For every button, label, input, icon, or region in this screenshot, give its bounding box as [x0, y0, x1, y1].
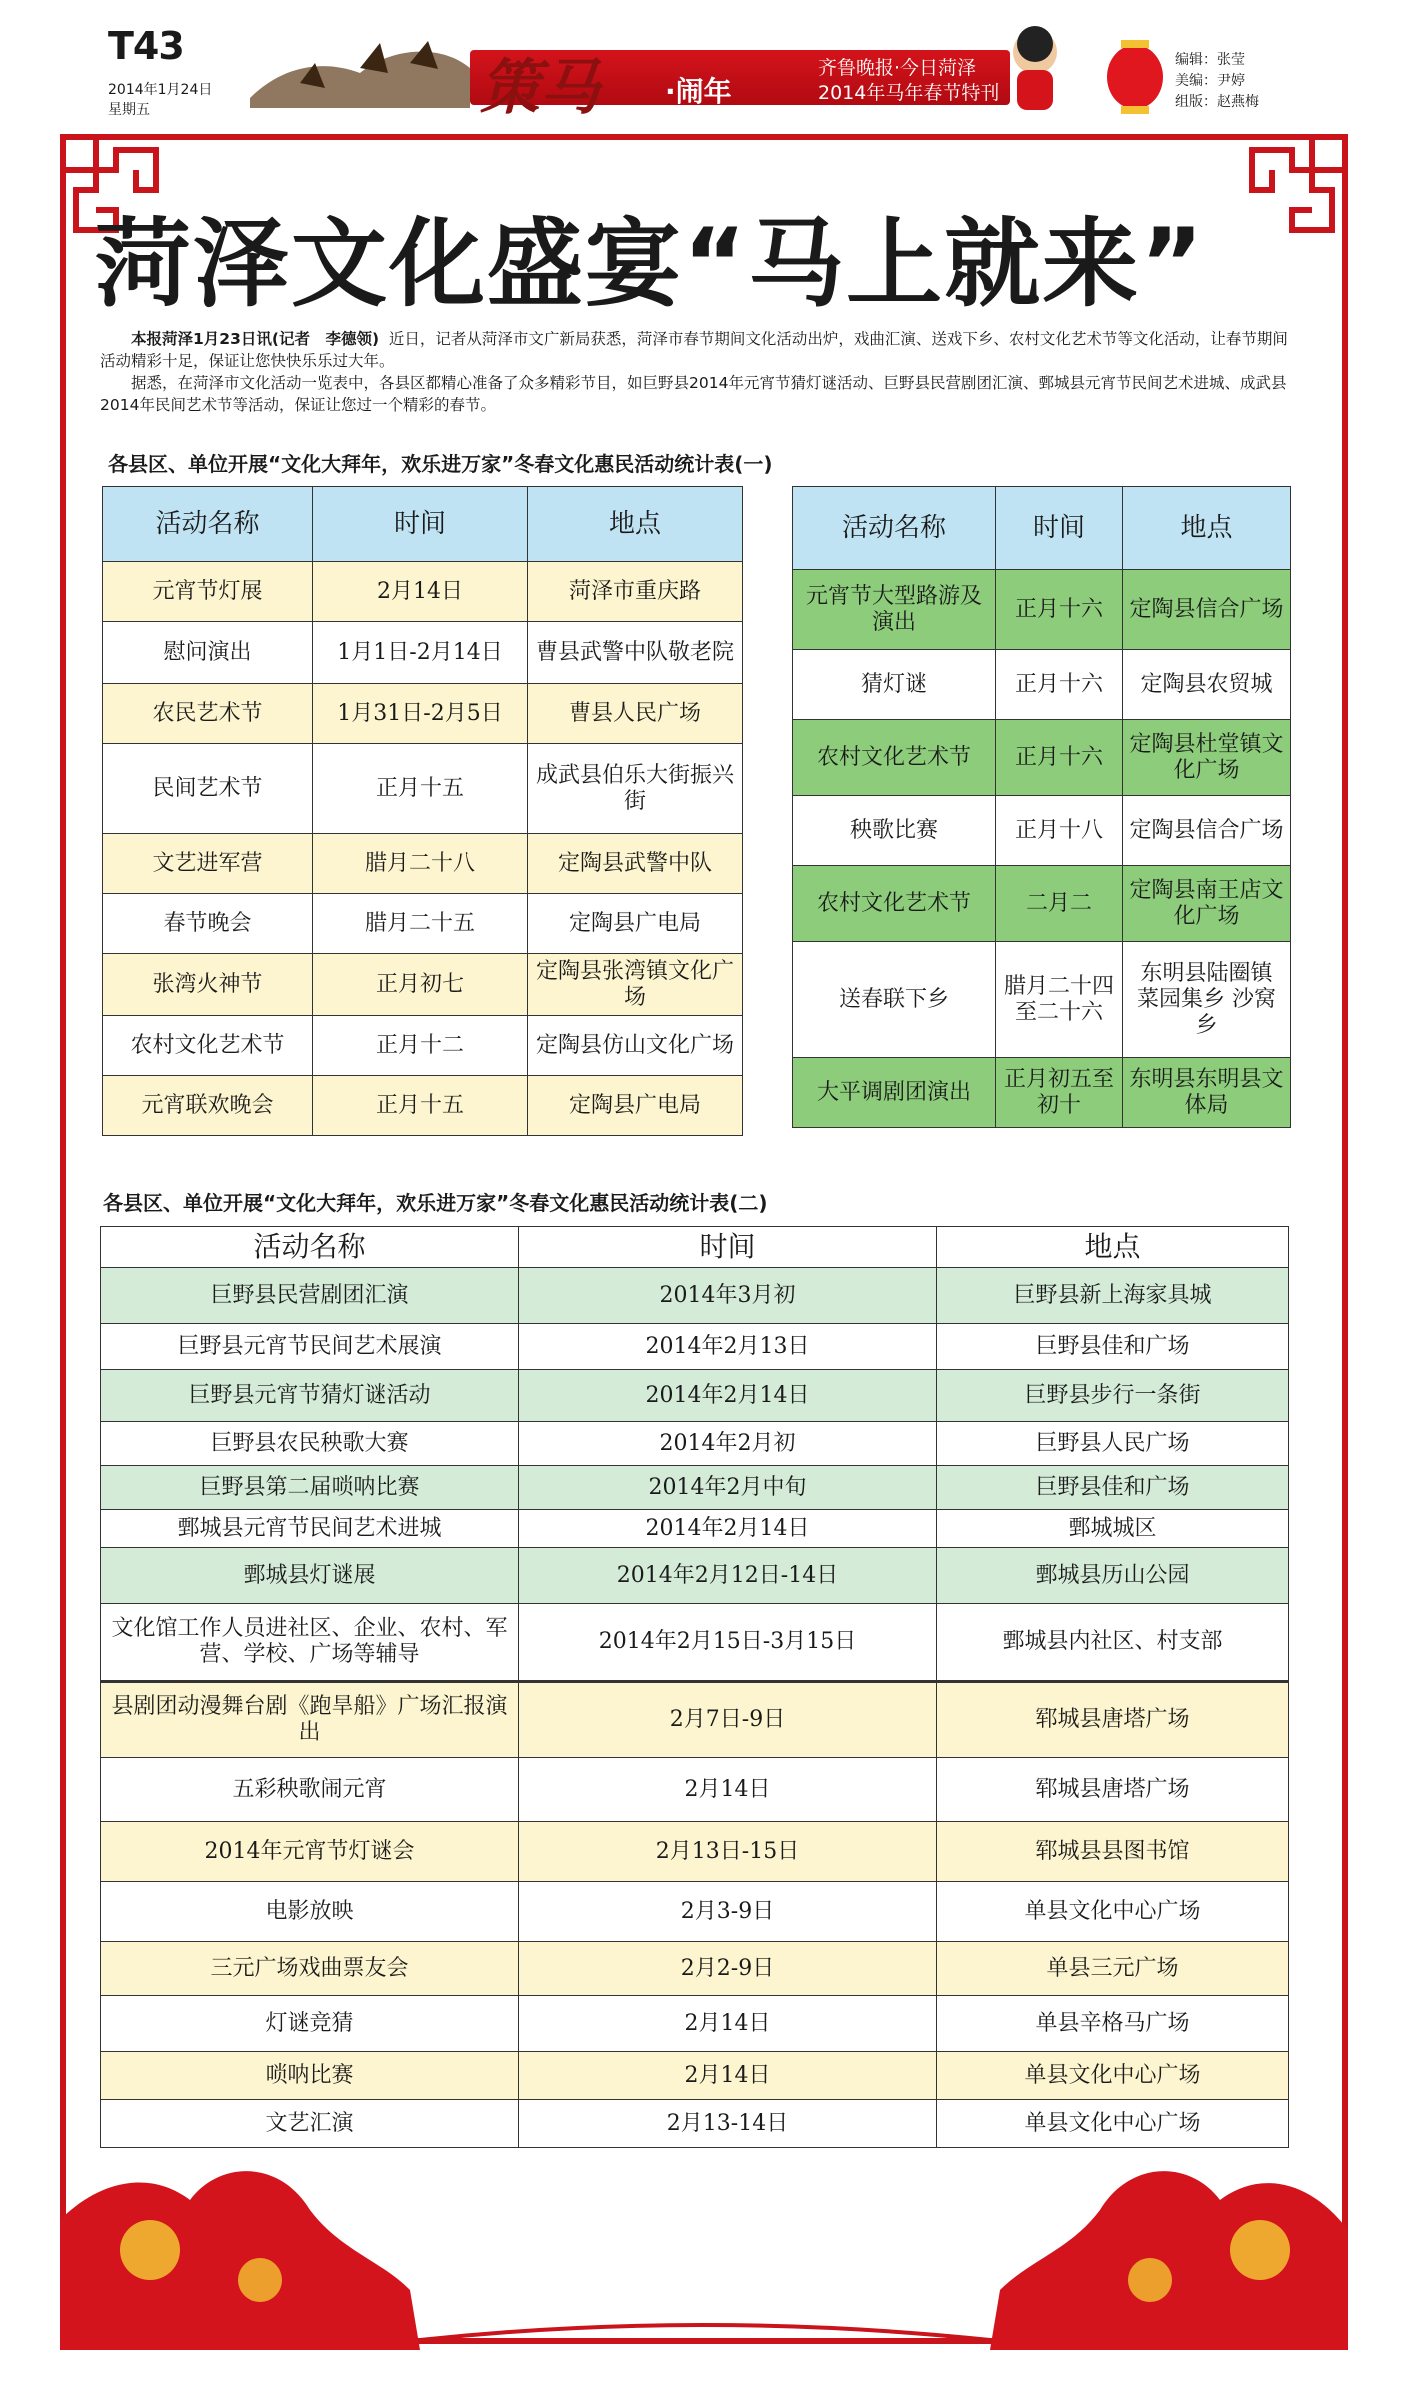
cell-place: 鄄城城区	[937, 1510, 1289, 1548]
cell-activity: 巨野县民营剧团汇演	[101, 1268, 519, 1324]
cell-time: 正月十六	[996, 650, 1123, 720]
cell-time: 2月14日	[519, 1758, 937, 1822]
cell-time: 腊月二十五	[313, 894, 528, 954]
cell-activity: 民间艺术节	[103, 744, 313, 834]
cell-activity: 慰问演出	[103, 622, 313, 684]
cell-activity: 电影放映	[101, 1882, 519, 1942]
cell-time: 2014年2月13日	[519, 1324, 937, 1370]
cell-activity: 巨野县第二届唢呐比赛	[101, 1466, 519, 1510]
cell-time: 2014年2月12日-14日	[519, 1548, 937, 1604]
cell-activity: 三元广场戏曲票友会	[101, 1942, 519, 1996]
cell-time: 腊月二十八	[313, 834, 528, 894]
cell-time: 2月3-9日	[519, 1882, 937, 1942]
cell-time: 正月十二	[313, 1016, 528, 1076]
cell-time: 1月1日-2月14日	[313, 622, 528, 684]
table-row	[793, 866, 1291, 942]
date-text: 2014年1月24日	[108, 82, 213, 98]
cell-activity: 唢呐比赛	[101, 2052, 519, 2100]
table-row	[101, 1370, 1289, 1422]
table-header-row	[793, 487, 1291, 570]
cell-place: 定陶县南王店文化广场	[1123, 866, 1291, 942]
para1-text: 近日，记者从菏泽市文广新局获悉，菏泽市春节期间文化活动出炉，戏曲汇演、送戏下乡、农村文化艺术节等文化活动，让春节期间活动精彩十足，保证让您快快乐乐过大年。	[100, 330, 1288, 370]
cell-place: 巨野县人民广场	[937, 1422, 1289, 1466]
table-row	[793, 720, 1291, 796]
cell-activity: 猜灯谜	[793, 650, 996, 720]
weekday-text: 星期五	[108, 102, 150, 118]
cell-activity: 县剧团动漫舞台剧《跑旱船》广场汇报演出	[101, 1682, 519, 1758]
cell-place: 东明县东明县文体局	[1123, 1058, 1291, 1128]
cell-place: 巨野县步行一条街	[937, 1370, 1289, 1422]
table-row	[103, 622, 743, 684]
lead-paragraph-1	[100, 328, 1300, 372]
cell-place: 定陶县杜堂镇文化广场	[1123, 720, 1291, 796]
page-number: T43	[108, 24, 184, 68]
table-row	[793, 570, 1291, 650]
activity-table-1	[102, 486, 743, 1136]
table-row	[101, 1604, 1289, 1682]
table-row	[101, 1682, 1289, 1758]
cell-activity: 文艺汇演	[101, 2100, 519, 2148]
cell-place: 成武县伯乐大街振兴街	[528, 744, 743, 834]
table-header-row	[103, 487, 743, 562]
table-row	[101, 1942, 1289, 1996]
cell-time: 2月14日	[519, 2052, 937, 2100]
cell-place: 定陶县仿山文化广场	[528, 1016, 743, 1076]
cell-activity: 元宵联欢晚会	[103, 1076, 313, 1136]
cell-time: 正月十八	[996, 796, 1123, 866]
cell-place: 巨野县佳和广场	[937, 1466, 1289, 1510]
paper-line-2: 2014年马年春节特刊	[818, 82, 1000, 104]
masthead-logo: 策马	[480, 53, 600, 123]
cell-place: 定陶县信合广场	[1123, 796, 1291, 866]
header-time: 时间	[519, 1227, 937, 1268]
cell-time: 2月14日	[519, 1996, 937, 2052]
cell-time: 二月二	[996, 866, 1123, 942]
table-row	[101, 1822, 1289, 1882]
cell-place: 单县辛格马广场	[937, 1996, 1289, 2052]
table-row	[793, 1058, 1291, 1128]
cell-place: 巨野县新上海家具城	[937, 1268, 1289, 1324]
table-row	[101, 1996, 1289, 2052]
cell-activity: 文艺进军营	[103, 834, 313, 894]
cell-activity: 农民艺术节	[103, 684, 313, 744]
table3-caption: 各县区、单位开展“文化大拜年，欢乐进万家”冬春文化惠民活动统计表(二)	[103, 1191, 768, 1215]
table-row	[101, 1510, 1289, 1548]
cell-place: 巨野县佳和广场	[937, 1324, 1289, 1370]
cell-time: 1月31日-2月5日	[313, 684, 528, 744]
cell-place: 鄄城县内社区、村支部	[937, 1604, 1289, 1682]
cell-activity: 巨野县元宵节民间艺术展演	[101, 1324, 519, 1370]
cell-time: 2014年2月初	[519, 1422, 937, 1466]
activity-table-3	[100, 1226, 1289, 2148]
cell-activity: 农村文化艺术节	[103, 1016, 313, 1076]
cell-time: 正月十六	[996, 720, 1123, 796]
table-row	[101, 1268, 1289, 1324]
header-time: 时间	[313, 487, 528, 562]
cell-activity: 巨野县农民秧歌大赛	[101, 1422, 519, 1466]
cell-place: 定陶县广电局	[528, 1076, 743, 1136]
page-date	[108, 80, 212, 120]
cell-place: 郓城县县图书馆	[937, 1822, 1289, 1882]
festival-child-lantern-illustration	[995, 22, 1165, 122]
cell-activity: 巨野县元宵节猜灯谜活动	[101, 1370, 519, 1422]
cell-place: 单县文化中心广场	[937, 2100, 1289, 2148]
header-activity: 活动名称	[103, 487, 313, 562]
table-row	[101, 1882, 1289, 1942]
cell-time: 2014年2月14日	[519, 1510, 937, 1548]
table-row	[101, 1422, 1289, 1466]
cell-place: 郓城县唐塔广场	[937, 1682, 1289, 1758]
table-row	[103, 1076, 743, 1136]
table-row	[103, 894, 743, 954]
cell-place: 定陶县武警中队	[528, 834, 743, 894]
cell-place: 曹县人民广场	[528, 684, 743, 744]
layout-line: 组版：赵燕梅	[1175, 94, 1259, 110]
table1-caption: 各县区、单位开展“文化大拜年，欢乐进万家”冬春文化惠民活动统计表(一)	[108, 452, 773, 476]
cell-place: 定陶县张湾镇文化广场	[528, 954, 743, 1016]
table-row	[793, 942, 1291, 1058]
cell-place: 定陶县信合广场	[1123, 570, 1291, 650]
cell-place: 东明县陆圈镇 菜园集乡 沙窝乡	[1123, 942, 1291, 1058]
cell-time: 2月7日-9日	[519, 1682, 937, 1758]
article-title: 菏泽文化盛宴“马上就来”	[95, 208, 1206, 320]
cell-time: 正月十六	[996, 570, 1123, 650]
cell-place: 定陶县农贸城	[1123, 650, 1291, 720]
cell-place: 曹县武警中队敬老院	[528, 622, 743, 684]
table-row	[101, 1548, 1289, 1604]
table-row	[101, 1324, 1289, 1370]
table-row	[101, 1466, 1289, 1510]
activity-table-2	[792, 486, 1291, 1128]
cell-time: 腊月二十四至二十六	[996, 942, 1123, 1058]
cell-activity: 农村文化艺术节	[793, 866, 996, 942]
table-row	[103, 954, 743, 1016]
table-row	[103, 744, 743, 834]
cell-activity: 文化馆工作人员进社区、企业、农村、军营、学校、广场等辅导	[101, 1604, 519, 1682]
table-row	[103, 684, 743, 744]
cell-time: 2014年2月15日-3月15日	[519, 1604, 937, 1682]
cell-place: 单县文化中心广场	[937, 2052, 1289, 2100]
table-header-row	[101, 1227, 1289, 1268]
cell-activity: 五彩秧歌闹元宵	[101, 1758, 519, 1822]
cell-time: 正月初七	[313, 954, 528, 1016]
dateline: 本报菏泽1月23日讯(记者 李德领)	[131, 330, 380, 348]
cell-time: 2月13-14日	[519, 2100, 937, 2148]
editor-line: 编辑：张莹	[1175, 52, 1245, 68]
cell-time: 2月2-9日	[519, 1942, 937, 1996]
cell-time: 2月14日	[313, 562, 528, 622]
cell-place: 鄄城县历山公园	[937, 1548, 1289, 1604]
table-row	[103, 562, 743, 622]
cell-activity: 农村文化艺术节	[793, 720, 996, 796]
header-place: 地点	[528, 487, 743, 562]
table-row	[793, 796, 1291, 866]
cell-activity: 鄄城县元宵节民间艺术进城	[101, 1510, 519, 1548]
issue-name: ·闹年	[665, 75, 732, 108]
designer-line: 美编：尹婷	[1175, 73, 1245, 89]
cell-time: 2014年3月初	[519, 1268, 937, 1324]
cell-activity: 送春联下乡	[793, 942, 996, 1058]
header-place: 地点	[1123, 487, 1291, 570]
header-activity: 活动名称	[793, 487, 996, 570]
cell-activity: 2014年元宵节灯谜会	[101, 1822, 519, 1882]
header-place: 地点	[937, 1227, 1289, 1268]
editor-credits	[1175, 50, 1259, 113]
header-time: 时间	[996, 487, 1123, 570]
table-row	[103, 834, 743, 894]
cell-activity: 鄄城县灯谜展	[101, 1548, 519, 1604]
paper-line-1: 齐鲁晚报·今日菏泽	[818, 57, 977, 79]
cell-place: 单县文化中心广场	[937, 1882, 1289, 1942]
cell-activity: 秧歌比赛	[793, 796, 996, 866]
bottom-festive-decoration	[60, 2140, 1348, 2350]
table-row	[793, 650, 1291, 720]
lead-paragraph-2: 据悉，在菏泽市文化活动一览表中，各县区都精心准备了众多精彩节目，如巨野县2014年元宵节猜灯谜活动、巨野县民营剧团汇演、鄄城县元宵节民间艺术进城、成武县2014年民间艺术节等活动，保证让您过一个精彩的春节。	[100, 374, 1287, 414]
cell-activity: 张湾火神节	[103, 954, 313, 1016]
cell-place: 单县三元广场	[937, 1942, 1289, 1996]
cell-time: 正月十五	[313, 1076, 528, 1136]
cell-time: 正月初五至初十	[996, 1058, 1123, 1128]
cell-activity: 灯谜竞猜	[101, 1996, 519, 2052]
table-row	[101, 2052, 1289, 2100]
cell-time: 2014年2月14日	[519, 1370, 937, 1422]
cell-place: 菏泽市重庆路	[528, 562, 743, 622]
table-row	[103, 1016, 743, 1076]
cell-time: 2月13日-15日	[519, 1822, 937, 1882]
cell-activity: 元宵节灯展	[103, 562, 313, 622]
cell-time: 正月十五	[313, 744, 528, 834]
table-row	[101, 1758, 1289, 1822]
header-activity: 活动名称	[101, 1227, 519, 1268]
cell-place: 郓城县唐塔广场	[937, 1758, 1289, 1822]
paper-name	[818, 56, 999, 106]
cell-activity: 元宵节大型路游及演出	[793, 570, 996, 650]
cell-time: 2014年2月中旬	[519, 1466, 937, 1510]
cell-activity: 大平调剧团演出	[793, 1058, 996, 1128]
cell-place: 定陶县广电局	[528, 894, 743, 954]
cell-activity: 春节晚会	[103, 894, 313, 954]
article-lead	[100, 328, 1300, 416]
